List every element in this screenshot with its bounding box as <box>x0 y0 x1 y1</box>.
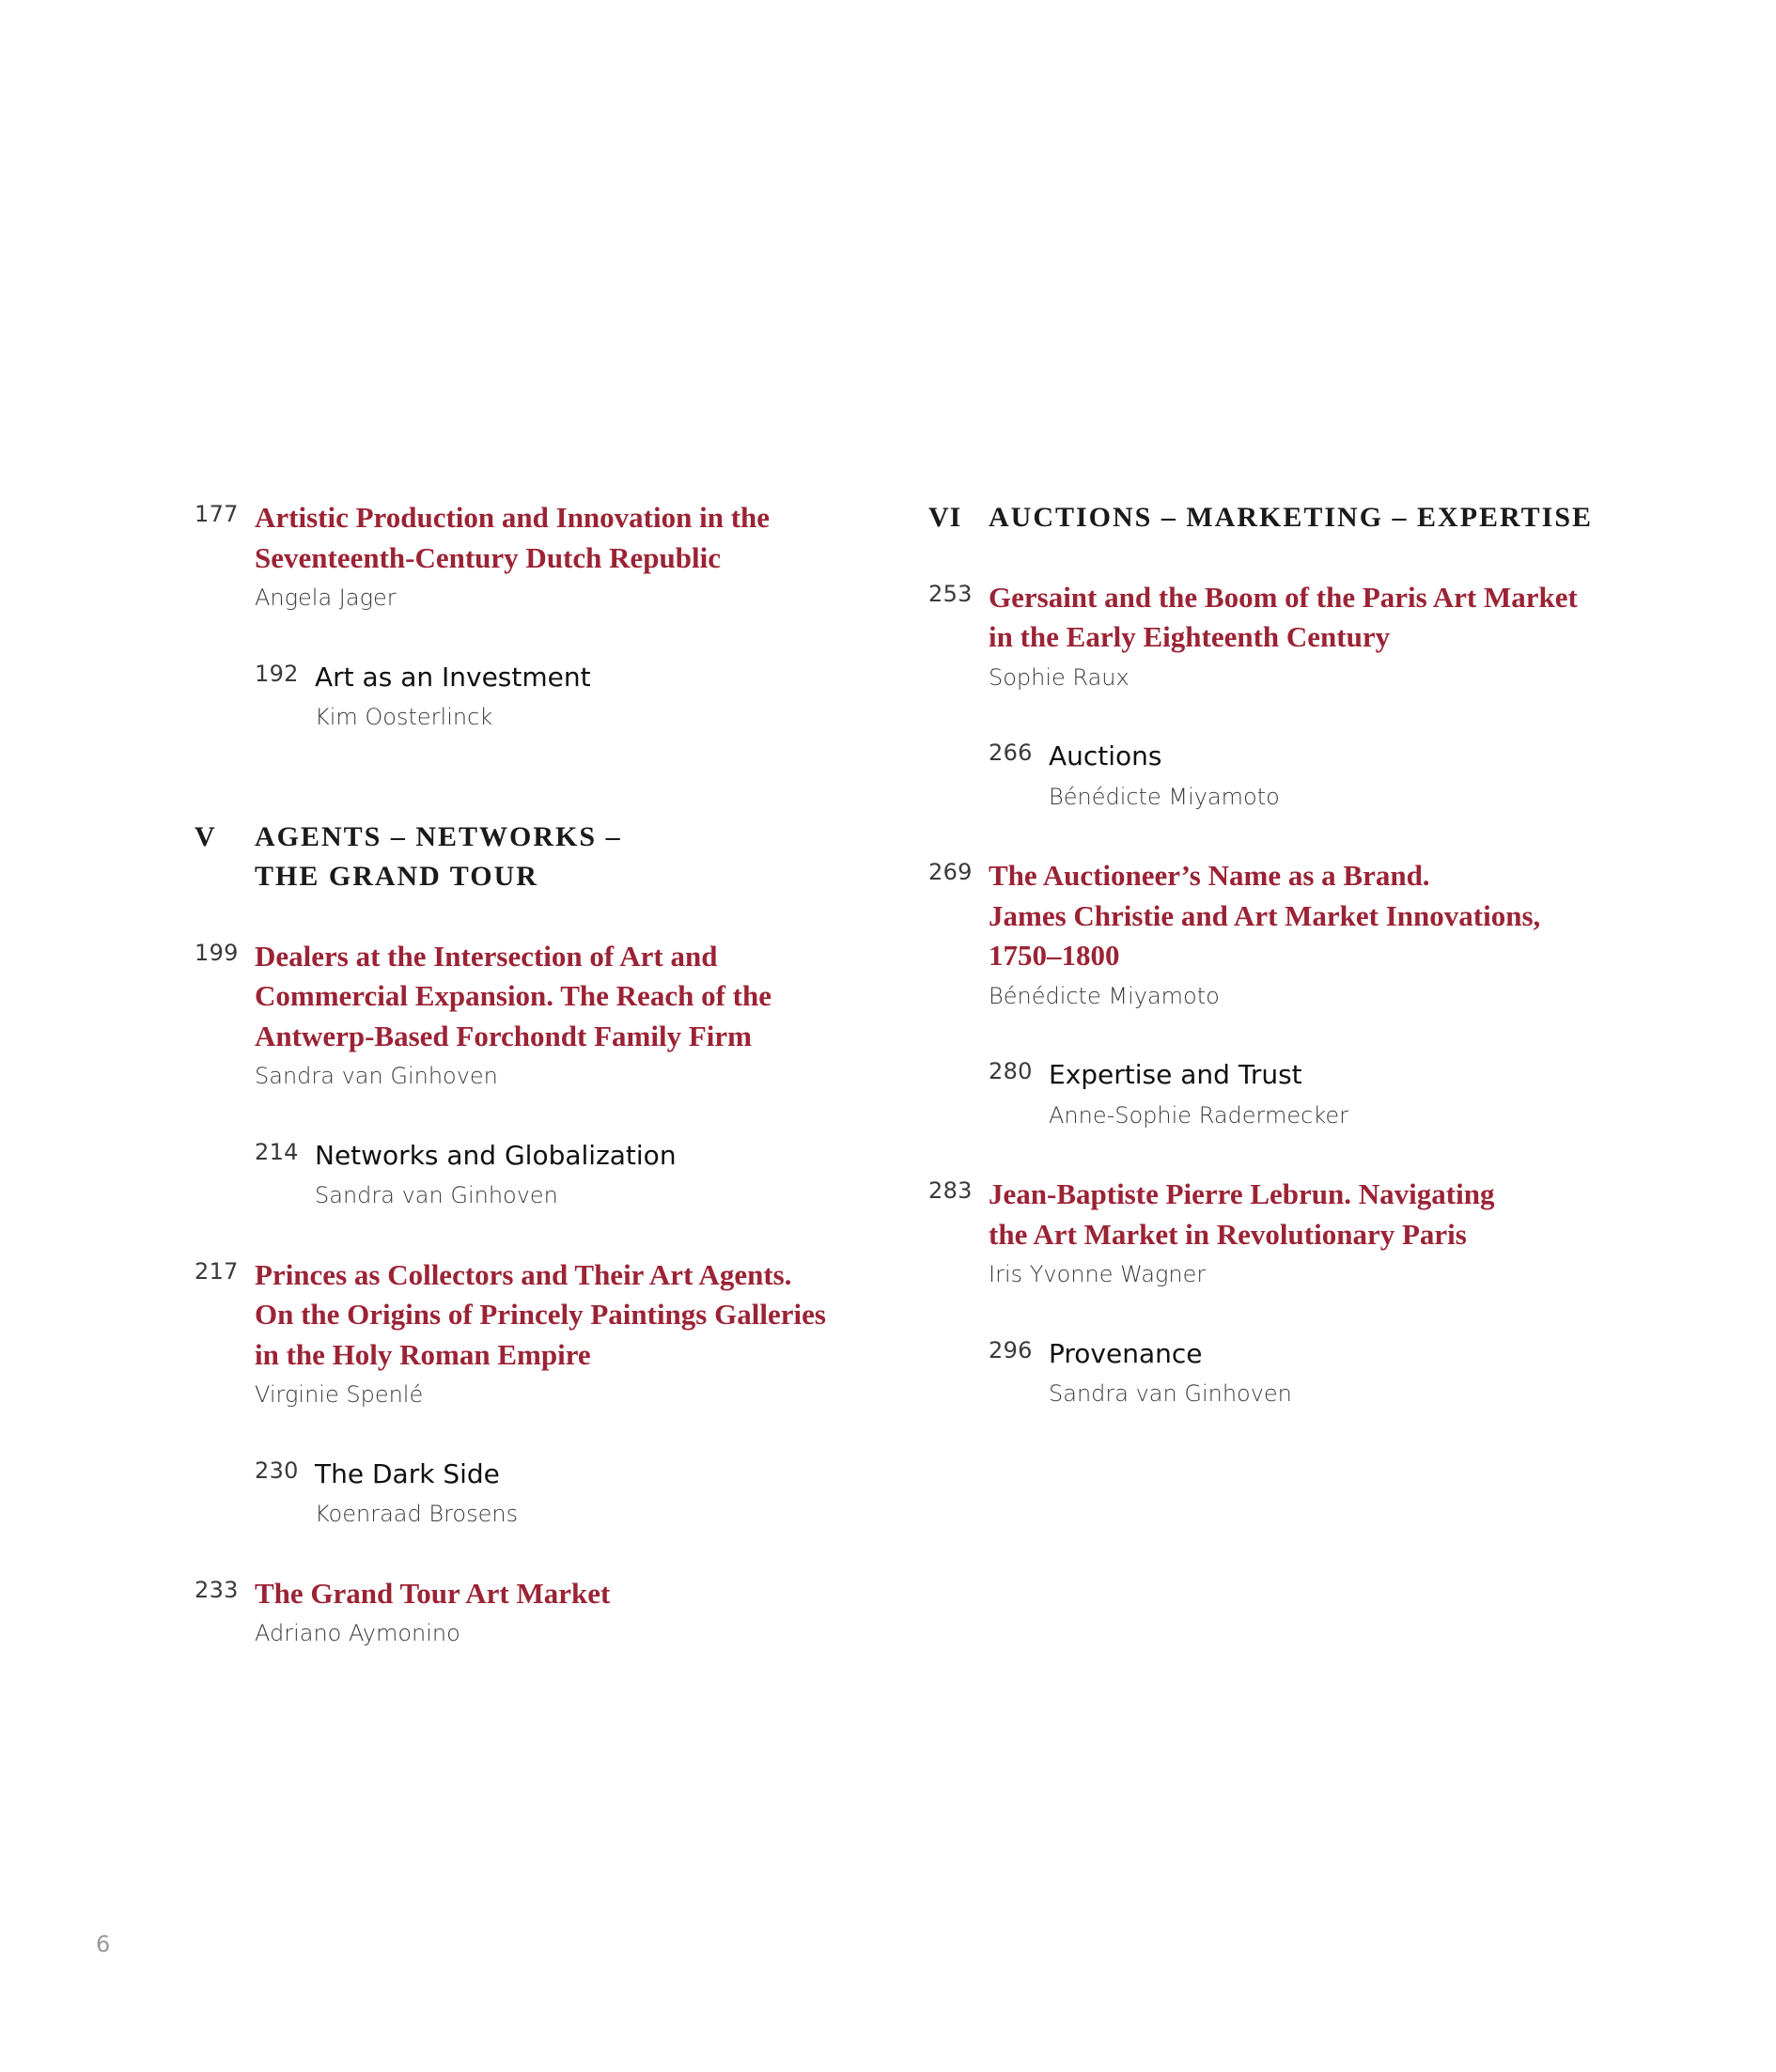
page-number: 192 <box>255 660 299 687</box>
page-number: 269 <box>928 859 973 885</box>
title-line: Commercial Expansion. The Reach of the <box>255 979 771 1012</box>
title-line: On the Origins of Princely Paintings Galleries <box>255 1298 826 1331</box>
section-heading-v <box>195 818 871 897</box>
title-line: Dealers at the Intersection of Art and <box>255 939 718 973</box>
chapter-author: Sophie Raux <box>989 663 1129 691</box>
subchapter-title: Expertise and Trust <box>1049 1059 1302 1090</box>
page-number: 233 <box>195 1576 239 1603</box>
page-number: 266 <box>989 740 1033 766</box>
page-number: 199 <box>195 939 239 966</box>
title-line: Antwerp-Based Forchondt Family Firm <box>255 1019 752 1052</box>
page-number: 230 <box>255 1457 299 1484</box>
toc-left-column <box>195 498 871 1654</box>
toc-subentry-192 <box>255 658 871 738</box>
chapter-title <box>989 578 1643 658</box>
chapter-title <box>255 1574 871 1614</box>
toc-right-column <box>928 498 1643 1414</box>
page-number: 217 <box>195 1257 239 1285</box>
page-number: 283 <box>928 1177 973 1204</box>
toc-entry-177 <box>195 498 871 618</box>
title-line: Gersaint and the Boom of the Paris Art Market <box>989 580 1578 614</box>
page-number: 296 <box>989 1336 1033 1363</box>
subchapter-author: Sandra van Ginhoven <box>1049 1380 1292 1407</box>
section-roman: VI <box>928 502 962 533</box>
toc-entry-199 <box>195 937 871 1097</box>
title-line: The Grand Tour Art Market <box>255 1576 611 1610</box>
toc-subentry-214 <box>255 1136 871 1216</box>
page-number: 177 <box>195 501 239 527</box>
chapter-author: Bénédicte Miyamoto <box>989 982 1220 1009</box>
chapter-author: Sandra van Ginhoven <box>255 1063 498 1089</box>
title-line: Artistic Production and Innovation in the <box>255 501 771 534</box>
chapter-title <box>989 1175 1643 1254</box>
toc-entry-233 <box>195 1574 871 1654</box>
subchapter-title: Provenance <box>1049 1337 1203 1369</box>
subchapter-author: Sandra van Ginhoven <box>315 1182 558 1208</box>
section-title-line: THE GRAND TOUR <box>255 861 538 892</box>
toc-entry-253 <box>928 578 1643 698</box>
page-number: 253 <box>928 580 973 607</box>
toc-subentry-266 <box>989 737 1643 817</box>
section-title-line: AUCTIONS – MARKETING – EXPERTISE <box>989 502 1594 533</box>
toc-entry-269 <box>928 856 1643 1016</box>
page-folio: 6 <box>96 1931 111 1957</box>
title-line: The Auctioneer’s Name as a Brand. <box>989 859 1430 892</box>
chapter-title <box>989 856 1643 976</box>
subchapter-author: Bénédicte Miyamoto <box>1049 783 1280 810</box>
chapter-author: Iris Yvonne Wagner <box>989 1261 1207 1287</box>
title-line: the Art Market in Revolutionary Paris <box>989 1217 1467 1251</box>
toc-subentry-296 <box>989 1334 1643 1414</box>
chapter-author: Angela Jager <box>255 584 397 611</box>
subchapter-author: Koenraad Brosens <box>315 1501 519 1527</box>
chapter-author: Adriano Aymonino <box>255 1620 460 1646</box>
title-line: in the Early Eighteenth Century <box>989 620 1391 653</box>
section-title <box>989 498 1643 538</box>
subchapter-title: Auctions <box>1049 740 1162 771</box>
title-line: 1750–1800 <box>989 939 1120 972</box>
title-line: Princes as Collectors and Their Art Agents. <box>255 1257 792 1291</box>
page-number: 214 <box>255 1138 299 1165</box>
chapter-author: Virginie Spenlé <box>255 1381 424 1408</box>
subchapter-author: Kim Oosterlinck <box>315 704 493 730</box>
title-line: Jean-Baptiste Pierre Lebrun. Navigating <box>989 1177 1495 1210</box>
subchapter-title: Networks and Globalization <box>315 1139 677 1171</box>
title-line: James Christie and Art Market Innovations, <box>989 898 1541 932</box>
subchapter-author: Anne-Sophie Radermecker <box>1049 1101 1349 1129</box>
chapter-title <box>255 1255 871 1376</box>
section-heading-vi <box>928 498 1643 538</box>
section-title <box>255 818 871 897</box>
toc-entry-283 <box>928 1175 1643 1295</box>
toc-subentry-280 <box>989 1055 1643 1135</box>
section-roman: V <box>195 820 216 852</box>
page-number: 280 <box>989 1058 1033 1084</box>
section-title-line: AGENTS – NETWORKS – <box>255 820 622 852</box>
chapter-title <box>255 937 871 1057</box>
chapter-title <box>255 498 871 578</box>
title-line: Seventeenth-Century Dutch Republic <box>255 540 721 574</box>
subchapter-title: The Dark Side <box>315 1457 500 1489</box>
title-line: in the Holy Roman Empire <box>255 1337 591 1371</box>
subchapter-title: Art as an Investment <box>315 661 591 693</box>
toc-entry-217 <box>195 1255 871 1415</box>
toc-subentry-230 <box>255 1455 871 1535</box>
